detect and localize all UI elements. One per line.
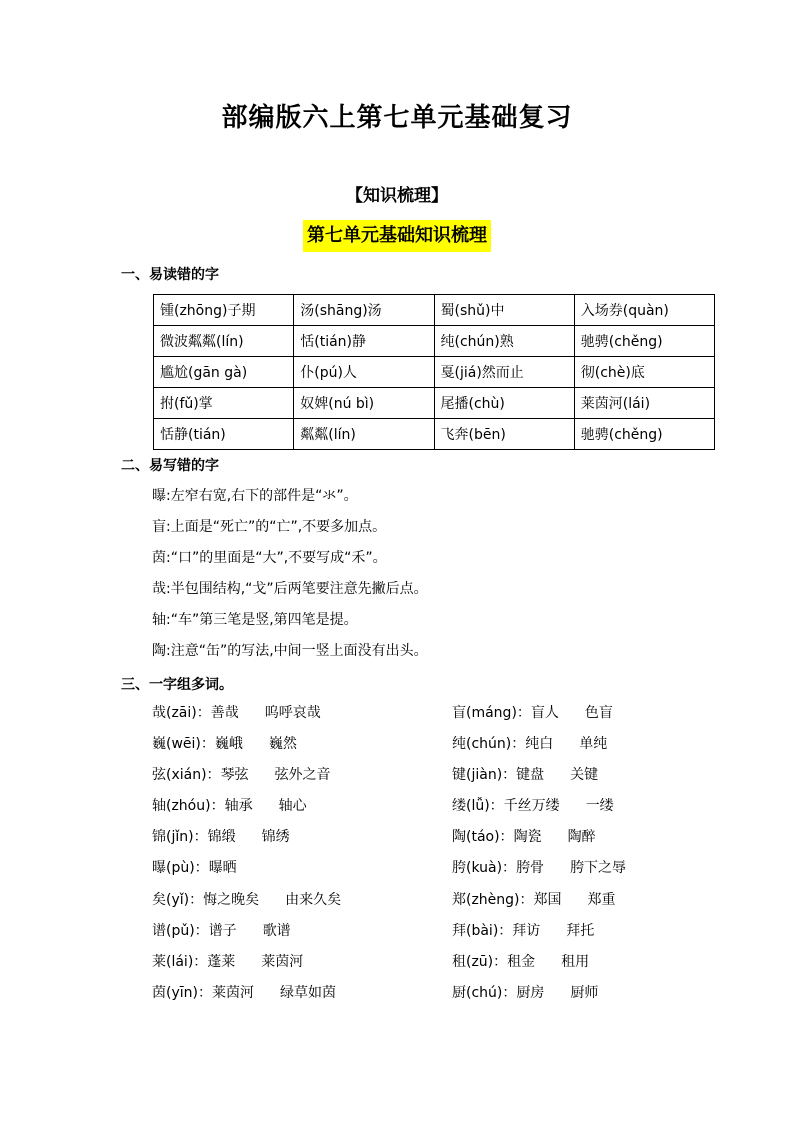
table-cell: 粼粼(lín)	[294, 419, 434, 450]
word-group-word: 琴弦	[220, 767, 249, 784]
word-group-word: 巍峨	[214, 736, 243, 753]
highlight-heading-wrap	[0, 220, 794, 252]
table-cell: 奴婢(nú bì)	[294, 388, 434, 419]
word-group-word: 曝晒	[208, 860, 237, 877]
word-group-right	[452, 920, 620, 942]
table-cell: 纯(chún)熟	[434, 326, 574, 357]
table-row	[154, 419, 715, 450]
table-row	[154, 388, 715, 419]
table-cell: 驰骋(chěng)	[574, 326, 714, 357]
word-group-word: 蓬莱	[207, 953, 236, 970]
word-group-head: 厨(chú)：	[452, 984, 517, 1001]
table-cell: 蜀(shǔ)中	[434, 295, 574, 326]
word-group-head: 矣(yǐ)：	[152, 891, 204, 908]
word-group-word: 谱子	[208, 922, 237, 939]
word-group-word: 陶醉	[567, 829, 596, 846]
word-group-word: 单纯	[579, 736, 608, 753]
word-group-word: 色盲	[584, 705, 613, 721]
list-item: 茵:“口”的里面是“大”,不要写成“禾”。	[152, 550, 387, 566]
table-row	[154, 295, 715, 326]
word-group-word: 莱茵河	[211, 984, 254, 1001]
word-group-head: 租(zū)：	[452, 953, 508, 970]
word-group-right	[452, 702, 639, 724]
word-group-right	[452, 982, 624, 1004]
word-group-head: 缕(lǚ)：	[452, 798, 504, 815]
word-group-word: 拜托	[566, 922, 595, 939]
subtitle: 【知识梳理】	[346, 186, 448, 206]
table-row	[154, 357, 715, 388]
word-group-head: 键(jiàn)：	[452, 767, 517, 784]
word-group-word: 由来久矣	[285, 891, 342, 908]
word-group-word: 胯骨	[516, 860, 545, 877]
word-group-row	[152, 920, 712, 951]
word-group-row	[152, 857, 712, 888]
word-group-word: 郑国	[533, 891, 562, 908]
list-item: 陶:注意“缶”的写法,中间一竖上面没有出头。	[152, 643, 428, 659]
table-row	[154, 326, 715, 357]
table-cell: 拊(fǔ)掌	[154, 388, 294, 419]
word-group-word: 陶瓷	[513, 829, 542, 846]
word-group-right	[452, 951, 615, 973]
word-group-word: 锦绣	[261, 829, 290, 846]
word-group-head: 盲(máng)：	[452, 705, 531, 721]
word-group-head: 陶(táo)：	[452, 829, 514, 846]
word-group-left	[152, 920, 317, 942]
word-group-row	[152, 764, 712, 795]
word-group-word: 一缕	[585, 798, 614, 815]
word-group-head: 莱(lái)：	[152, 953, 208, 970]
list-item: 曝:左窄右宽,右下的部件是“氺”。	[152, 488, 358, 504]
word-group-word: 绿草如茵	[279, 984, 336, 1001]
section-heading-word-groups: 三、一字组多词。	[121, 677, 233, 693]
word-group-head: 谱(pǔ)：	[152, 922, 209, 939]
word-group-head: 哉(zāi)：	[152, 705, 211, 721]
section-heading-misread: 一、易读错的字	[121, 267, 219, 283]
word-group-word: 轴承	[224, 798, 253, 815]
word-group-head: 巍(wēi)：	[152, 736, 215, 753]
list-item: 轴:“车”第三笔是竖,第四笔是提。	[152, 612, 358, 628]
word-group-word: 巍然	[268, 736, 297, 753]
word-group-row	[152, 702, 712, 733]
table-cell: 微波粼粼(lín)	[154, 326, 294, 357]
word-group-head: 轴(zhóu)：	[152, 798, 225, 815]
word-group-word: 千丝万缕	[503, 798, 560, 815]
word-group-right	[452, 764, 624, 786]
word-group-right	[452, 826, 622, 848]
word-group-head: 郑(zhèng)：	[452, 891, 534, 908]
word-group-right	[452, 795, 640, 817]
table-cell: 尾播(chù)	[434, 388, 574, 419]
table-cell: 尴尬(gān gà)	[154, 357, 294, 388]
word-group-word: 纯白	[525, 736, 554, 753]
table-cell: 恬(tián)静	[294, 326, 434, 357]
word-group-word: 悔之晚矣	[203, 891, 260, 908]
word-group-left	[152, 702, 347, 724]
word-group-word: 歌谱	[262, 922, 291, 939]
word-group-head: 茵(yīn)：	[152, 984, 212, 1001]
word-group-word: 弦外之音	[274, 767, 331, 784]
word-group-left	[152, 889, 367, 911]
word-groups-list	[152, 702, 712, 1013]
word-group-word: 厨师	[570, 984, 599, 1001]
word-group-word: 善哉	[210, 705, 239, 721]
word-group-head: 曝(pù)：	[152, 860, 209, 877]
word-group-head: 拜(bài)：	[452, 922, 513, 939]
word-group-row	[152, 951, 712, 982]
word-group-word: 关键	[570, 767, 599, 784]
word-group-left	[152, 733, 323, 755]
table-cell: 彻(chè)底	[574, 357, 714, 388]
word-group-left	[152, 795, 333, 817]
list-item: 盲:上面是“死亡”的“亡”,不要多加点。	[152, 519, 387, 535]
word-group-left	[152, 826, 316, 848]
word-group-word: 键盘	[516, 767, 545, 784]
misread-words-table	[153, 294, 715, 450]
word-group-word: 呜呼哀哉	[264, 705, 321, 721]
word-group-head: 纯(chún)：	[452, 736, 526, 753]
word-group-row	[152, 826, 712, 857]
word-group-row	[152, 889, 712, 920]
table-cell: 戛(jiá)然而止	[434, 357, 574, 388]
table-cell: 汤(shāng)汤	[294, 295, 434, 326]
page-title: 部编版六上第七单元基础复习	[221, 103, 573, 133]
table-cell: 仆(pú)人	[294, 357, 434, 388]
word-group-head: 锦(jǐn)：	[152, 829, 208, 846]
word-group-right	[452, 733, 633, 755]
word-group-word: 锦缎	[207, 829, 236, 846]
word-group-left	[152, 764, 357, 786]
word-group-word: 郑重	[587, 891, 616, 908]
word-group-word: 租用	[561, 953, 590, 970]
table-cell: 恬静(tián)	[154, 419, 294, 450]
table-cell: 莱茵河(lái)	[574, 388, 714, 419]
section-heading-miswritten: 二、易写错的字	[121, 458, 219, 474]
word-group-head: 胯(kuà)：	[452, 860, 517, 877]
word-group-right	[452, 889, 642, 911]
table-cell: 飞奔(bēn)	[434, 419, 574, 450]
word-group-row	[152, 795, 712, 826]
word-group-row	[152, 982, 712, 1013]
word-group-left	[152, 982, 362, 1004]
table-cell: 驰骋(chěng)	[574, 419, 714, 450]
word-group-row	[152, 733, 712, 764]
word-group-word: 轴心	[278, 798, 307, 815]
word-group-head: 弦(xián)：	[152, 767, 221, 784]
word-group-right	[452, 857, 652, 879]
table-cell: 锺(zhōng)子期	[154, 295, 294, 326]
table-cell: 入场券(quàn)	[574, 295, 714, 326]
word-group-word: 租金	[507, 953, 536, 970]
word-group-left	[152, 857, 263, 879]
word-group-word: 盲人	[530, 705, 559, 721]
word-group-word: 莱茵河	[261, 953, 304, 970]
word-group-word: 厨房	[516, 984, 545, 1001]
miswritten-list	[152, 485, 428, 671]
word-group-left	[152, 951, 329, 973]
word-group-word: 胯下之辱	[570, 860, 627, 877]
word-group-word: 拜访	[512, 922, 541, 939]
list-item: 哉:半包围结构,“戈”后两笔要注意先撇后点。	[152, 581, 428, 597]
highlight-heading: 第七单元基础知识梳理	[303, 220, 491, 252]
